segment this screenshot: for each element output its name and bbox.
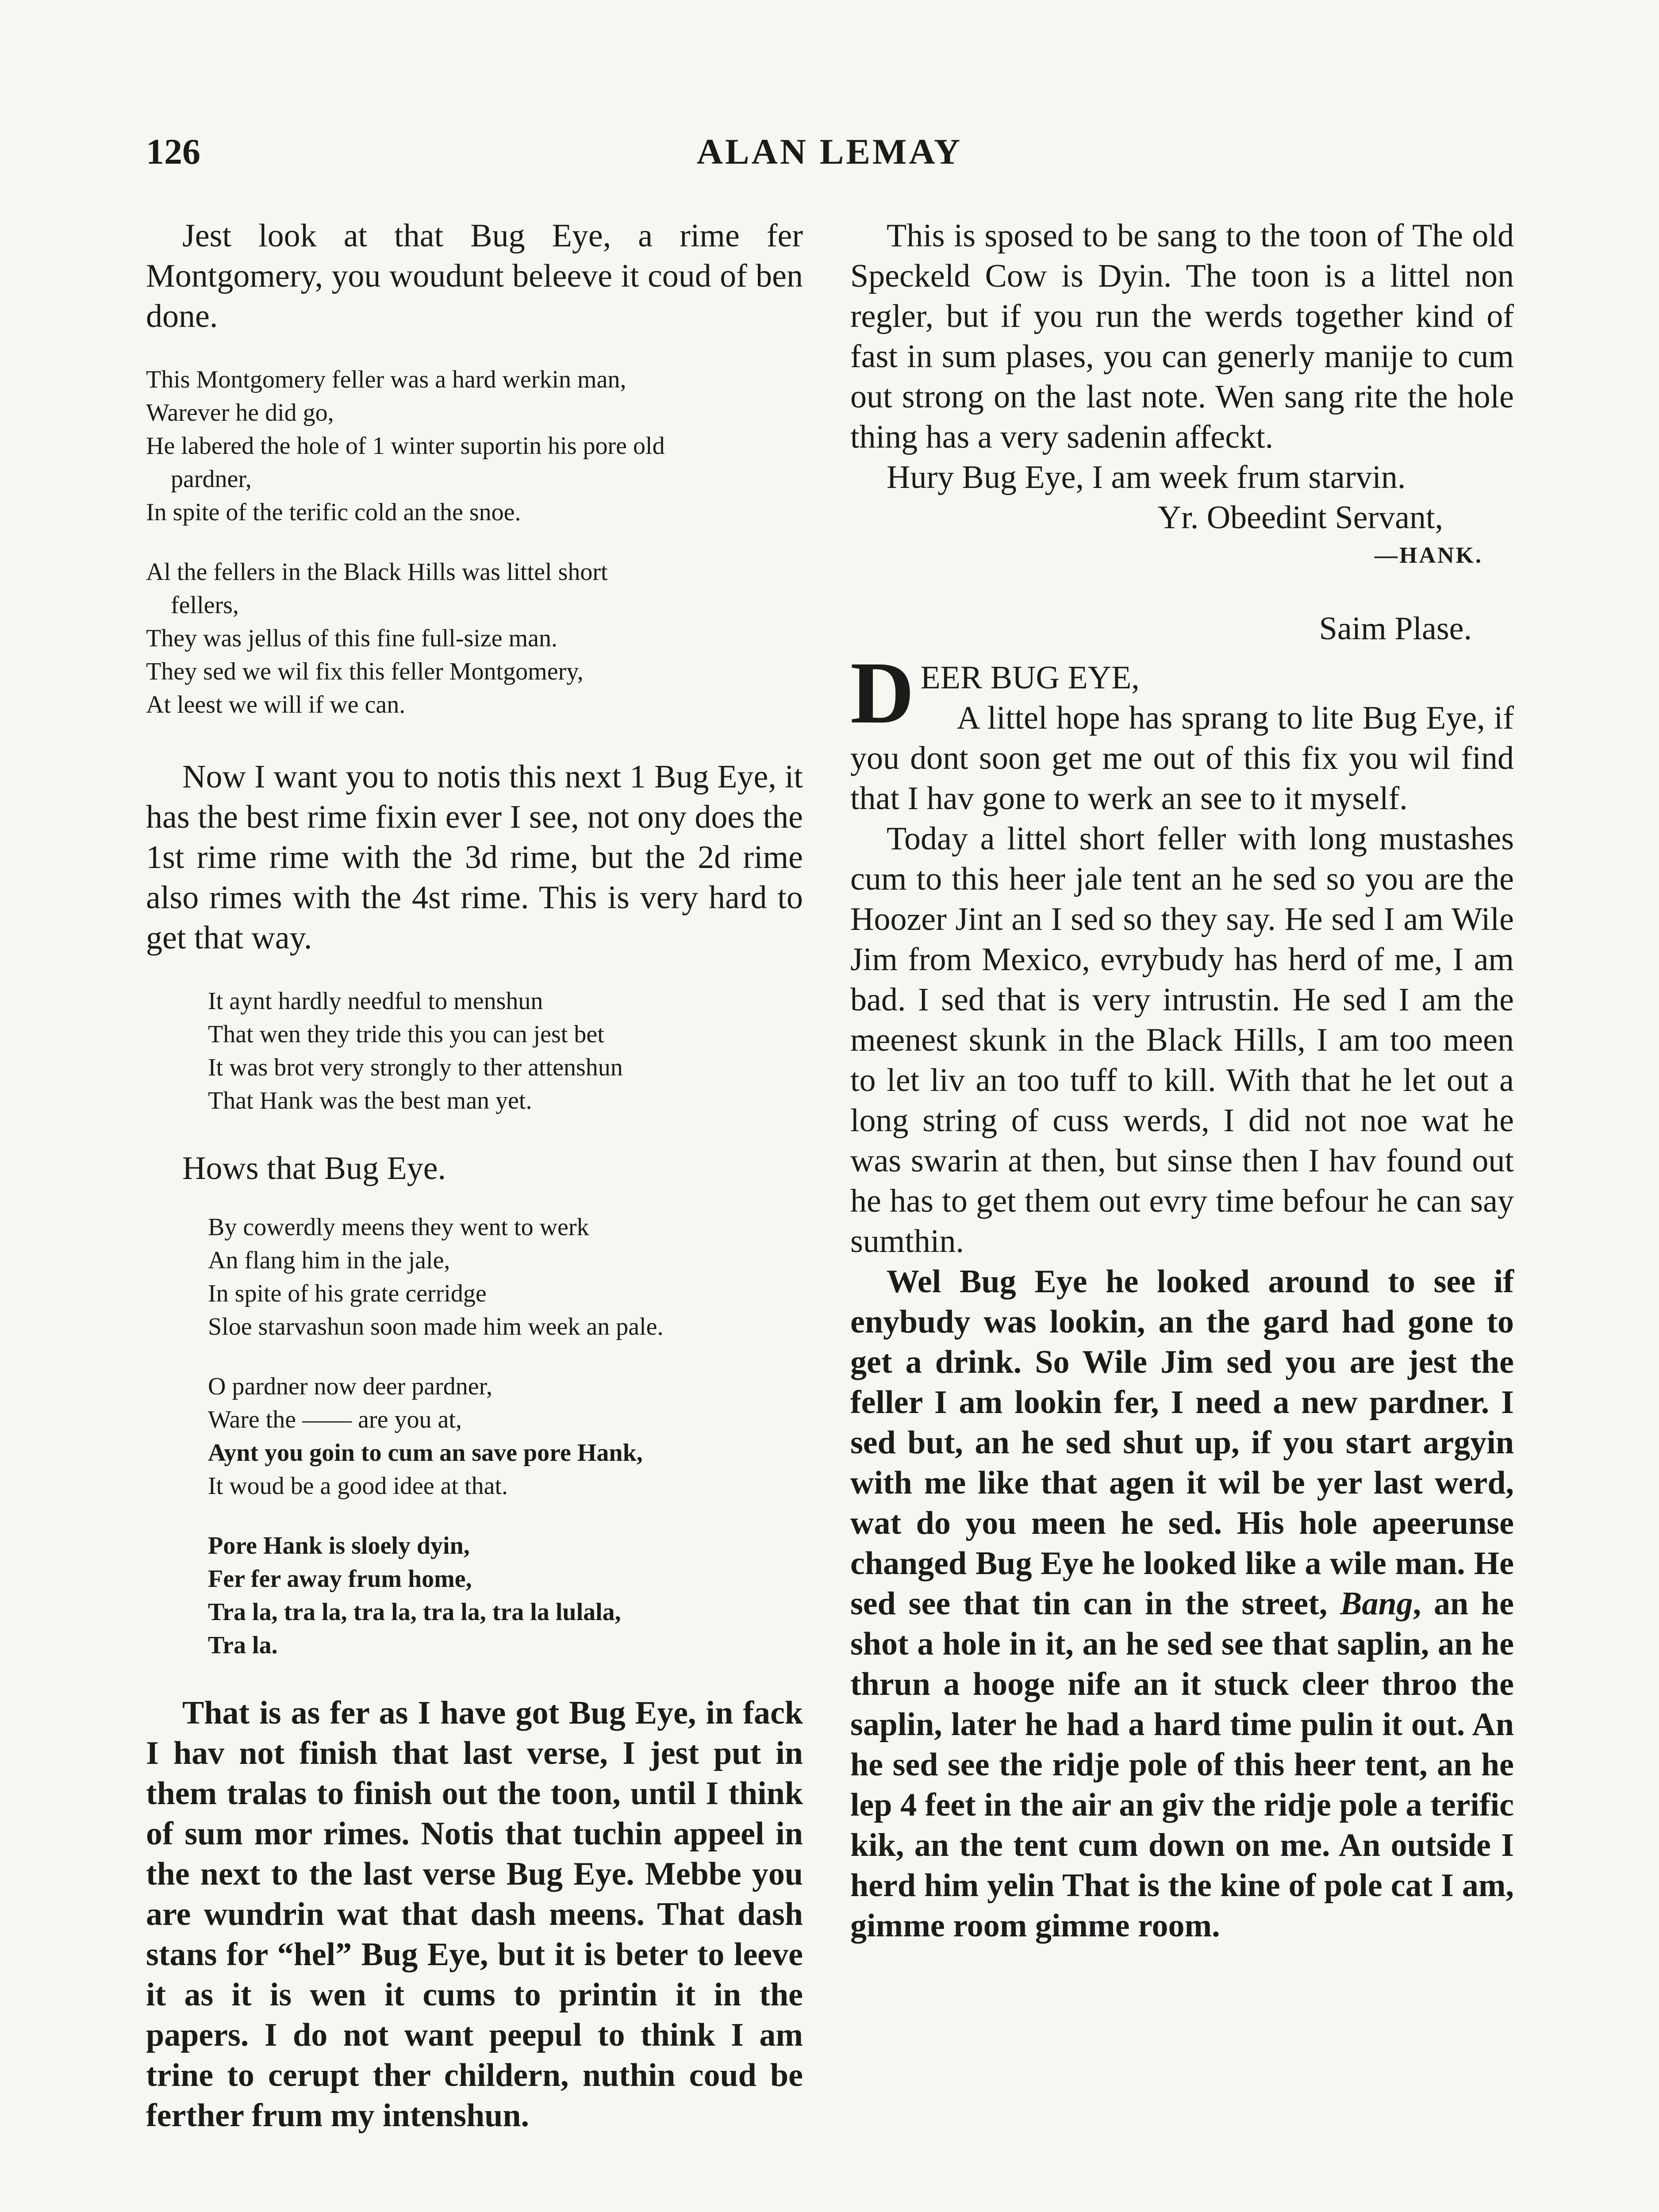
running-head: ALAN LEMAY bbox=[696, 131, 963, 172]
verse-line: Ware the —— are you at, bbox=[208, 1406, 462, 1433]
verse-line: Pore Hank is sloely dyin, bbox=[208, 1532, 470, 1559]
verse-line: Al the fellers in the Black Hills was littel short bbox=[146, 558, 608, 586]
emphasis-text: Bang bbox=[1340, 1586, 1413, 1622]
paragraph bbox=[850, 1262, 1514, 1946]
verse-line: Sloe starvashun soon made him week an pale. bbox=[208, 1313, 664, 1340]
paragraph: A littel hope has sprang to lite Bug Eye, if you dont soon get me out of this fix you wil find that I hav gone to werk an see to it myself. bbox=[850, 700, 1514, 817]
verse-line: fellers, bbox=[171, 591, 239, 619]
verse-line: This Montgomery feller was a hard werkin man, bbox=[146, 366, 626, 393]
verse-line: That Hank was the best man yet. bbox=[208, 1087, 532, 1114]
verse-line: Aynt you goin to cum an save pore Hank, bbox=[208, 1439, 643, 1467]
salutation-text: EER BUG EYE, bbox=[920, 660, 1140, 696]
verse-line: It was brot very strongly to ther attenshun bbox=[208, 1054, 623, 1081]
verse-line: O pardner now deer pardner, bbox=[208, 1373, 493, 1400]
verse-line: They was jellus of this fine full-size man. bbox=[146, 625, 557, 652]
salutation bbox=[850, 644, 1514, 742]
verse-stanza bbox=[146, 1211, 803, 1344]
verse-line: By cowerdly meens they went to werk bbox=[208, 1214, 589, 1241]
paragraph-text: , an he shot a hole in it, an he sed see that saplin, an he thrun a hooge nife an it stuck cleer throo the saplin, later he had a hard time pulin it out. An he sed see the ridje pole of this heer tent, an he lep 4 feet in the air an giv the ridje pole a terific kik, an the tent cum down on me. An outside I herd him yelin That is the kine of pole cat I am, gimme room gimme room. bbox=[850, 1586, 1514, 1944]
verse-line: Tra la. bbox=[208, 1632, 278, 1659]
verse-line: That wen they tride this you can jest bet bbox=[208, 1021, 604, 1048]
verse-line: Tra la, tra la, tra la, tra la, tra la lulala, bbox=[208, 1598, 621, 1626]
paragraph: That is as fer as I have got Bug Eye, in fack I hav not finish that last verse, I jest put in them tralas to finish out the toon, until I think of sum mor rimes. Notis that tuchin appeel in the next to the last verse Bug Eye. Mebbe you are wundrin wat that dash meens. That dash stans for “hel” Bug Eye, but it is beter to leeve it as it is wen it cums to printin it in the papers. I do not want peepul to think I am trine to cerupt ther childern, nuthin coud be ferther frum my intenshun. bbox=[146, 1695, 803, 2134]
left-column bbox=[146, 216, 803, 2136]
page-number: 126 bbox=[146, 131, 200, 172]
verse-stanza bbox=[146, 985, 803, 1118]
signoff: Yr. Obeedint Servant, bbox=[1157, 499, 1443, 536]
verse-stanza bbox=[146, 363, 803, 529]
verse-line: In spite of the terific cold an the snoe. bbox=[146, 499, 521, 526]
paragraph-text: Wel Bug Eye he looked around to see if enybudy was lookin, an the gard had gone to get a drink. So Wile Jim sed you are jest the feller I am lookin fer, I need a new pardner. I sed but, an he sed shut up, if you start argyin with me like that agen it wil be yer last werd, wat do you meen he sed. His hole apeerunse changed Bug Eye he looked like a wile man. He sed see that tin can in the street, bbox=[850, 1263, 1514, 1622]
verse-line: At leest we will if we can. bbox=[146, 691, 406, 718]
signature: —HANK. bbox=[1375, 543, 1483, 568]
verse-line: Warever he did go, bbox=[146, 399, 334, 426]
verse-line: It aynt hardly needful to menshun bbox=[208, 987, 543, 1015]
paragraph: Hury Bug Eye, I am week frum starvin. bbox=[887, 459, 1406, 495]
verse-line: They sed we wil fix this feller Montgomery, bbox=[146, 658, 584, 685]
paragraph: Today a littel short feller with long mustashes cum to this heer jale tent an he sed so you are the Hoozer Jint an I sed so they say. He sed I am Wile Jim from Mexico, evrybudy has herd of me, I am bad. I sed that is very intrustin. He sed I am the meenest skunk in the Black Hills, I am too meen to let liv an too tuff to kill. With that he let out a long string of cuss werds, I did not noe wat he was swarin at then, but sinse then I hav found out he has to get them out evry time befour he can say sumthin. bbox=[850, 821, 1514, 1260]
verse-stanza bbox=[146, 1370, 803, 1503]
paragraph: Now I want you to notis this next 1 Bug Eye, it has the best rime fixin ever I see, not ony does the 1st rime rime with the 3d rime, but the 2d rime also rimes with the 4st rime. This is very hard to get that way. bbox=[146, 759, 803, 956]
paragraph: Hows that Bug Eye. bbox=[182, 1150, 446, 1187]
paragraph: Jest look at that Bug Eye, a rime fer Montgomery, you woudunt beleeve it coud of ben done. bbox=[146, 218, 803, 334]
drop-cap: D bbox=[850, 644, 914, 742]
verse-stanza bbox=[146, 556, 803, 722]
verse-line: He labered the hole of 1 winter suportin his pore old bbox=[146, 432, 665, 460]
verse-line: Fer fer away frum home, bbox=[208, 1565, 472, 1593]
verse-line: pardner, bbox=[171, 465, 252, 493]
right-column bbox=[850, 216, 1514, 1946]
paragraph: This is sposed to be sang to the toon of The old Speckeld Cow is Dyin. The toon is a littel non regler, but if you run the werds together kind of fast in sum plases, you can generly manije to cum out strong on the last note. Wen sang rite the hole thing has a very sadenin affeckt. bbox=[850, 218, 1514, 455]
verse-line: It woud be a good idee at that. bbox=[208, 1472, 508, 1500]
verse-line: An flang him in the jale, bbox=[208, 1247, 450, 1274]
verse-stanza bbox=[146, 1529, 803, 1662]
verse-line: In spite of his grate cerridge bbox=[208, 1280, 487, 1307]
place-line: Saim Plase. bbox=[1319, 611, 1472, 647]
